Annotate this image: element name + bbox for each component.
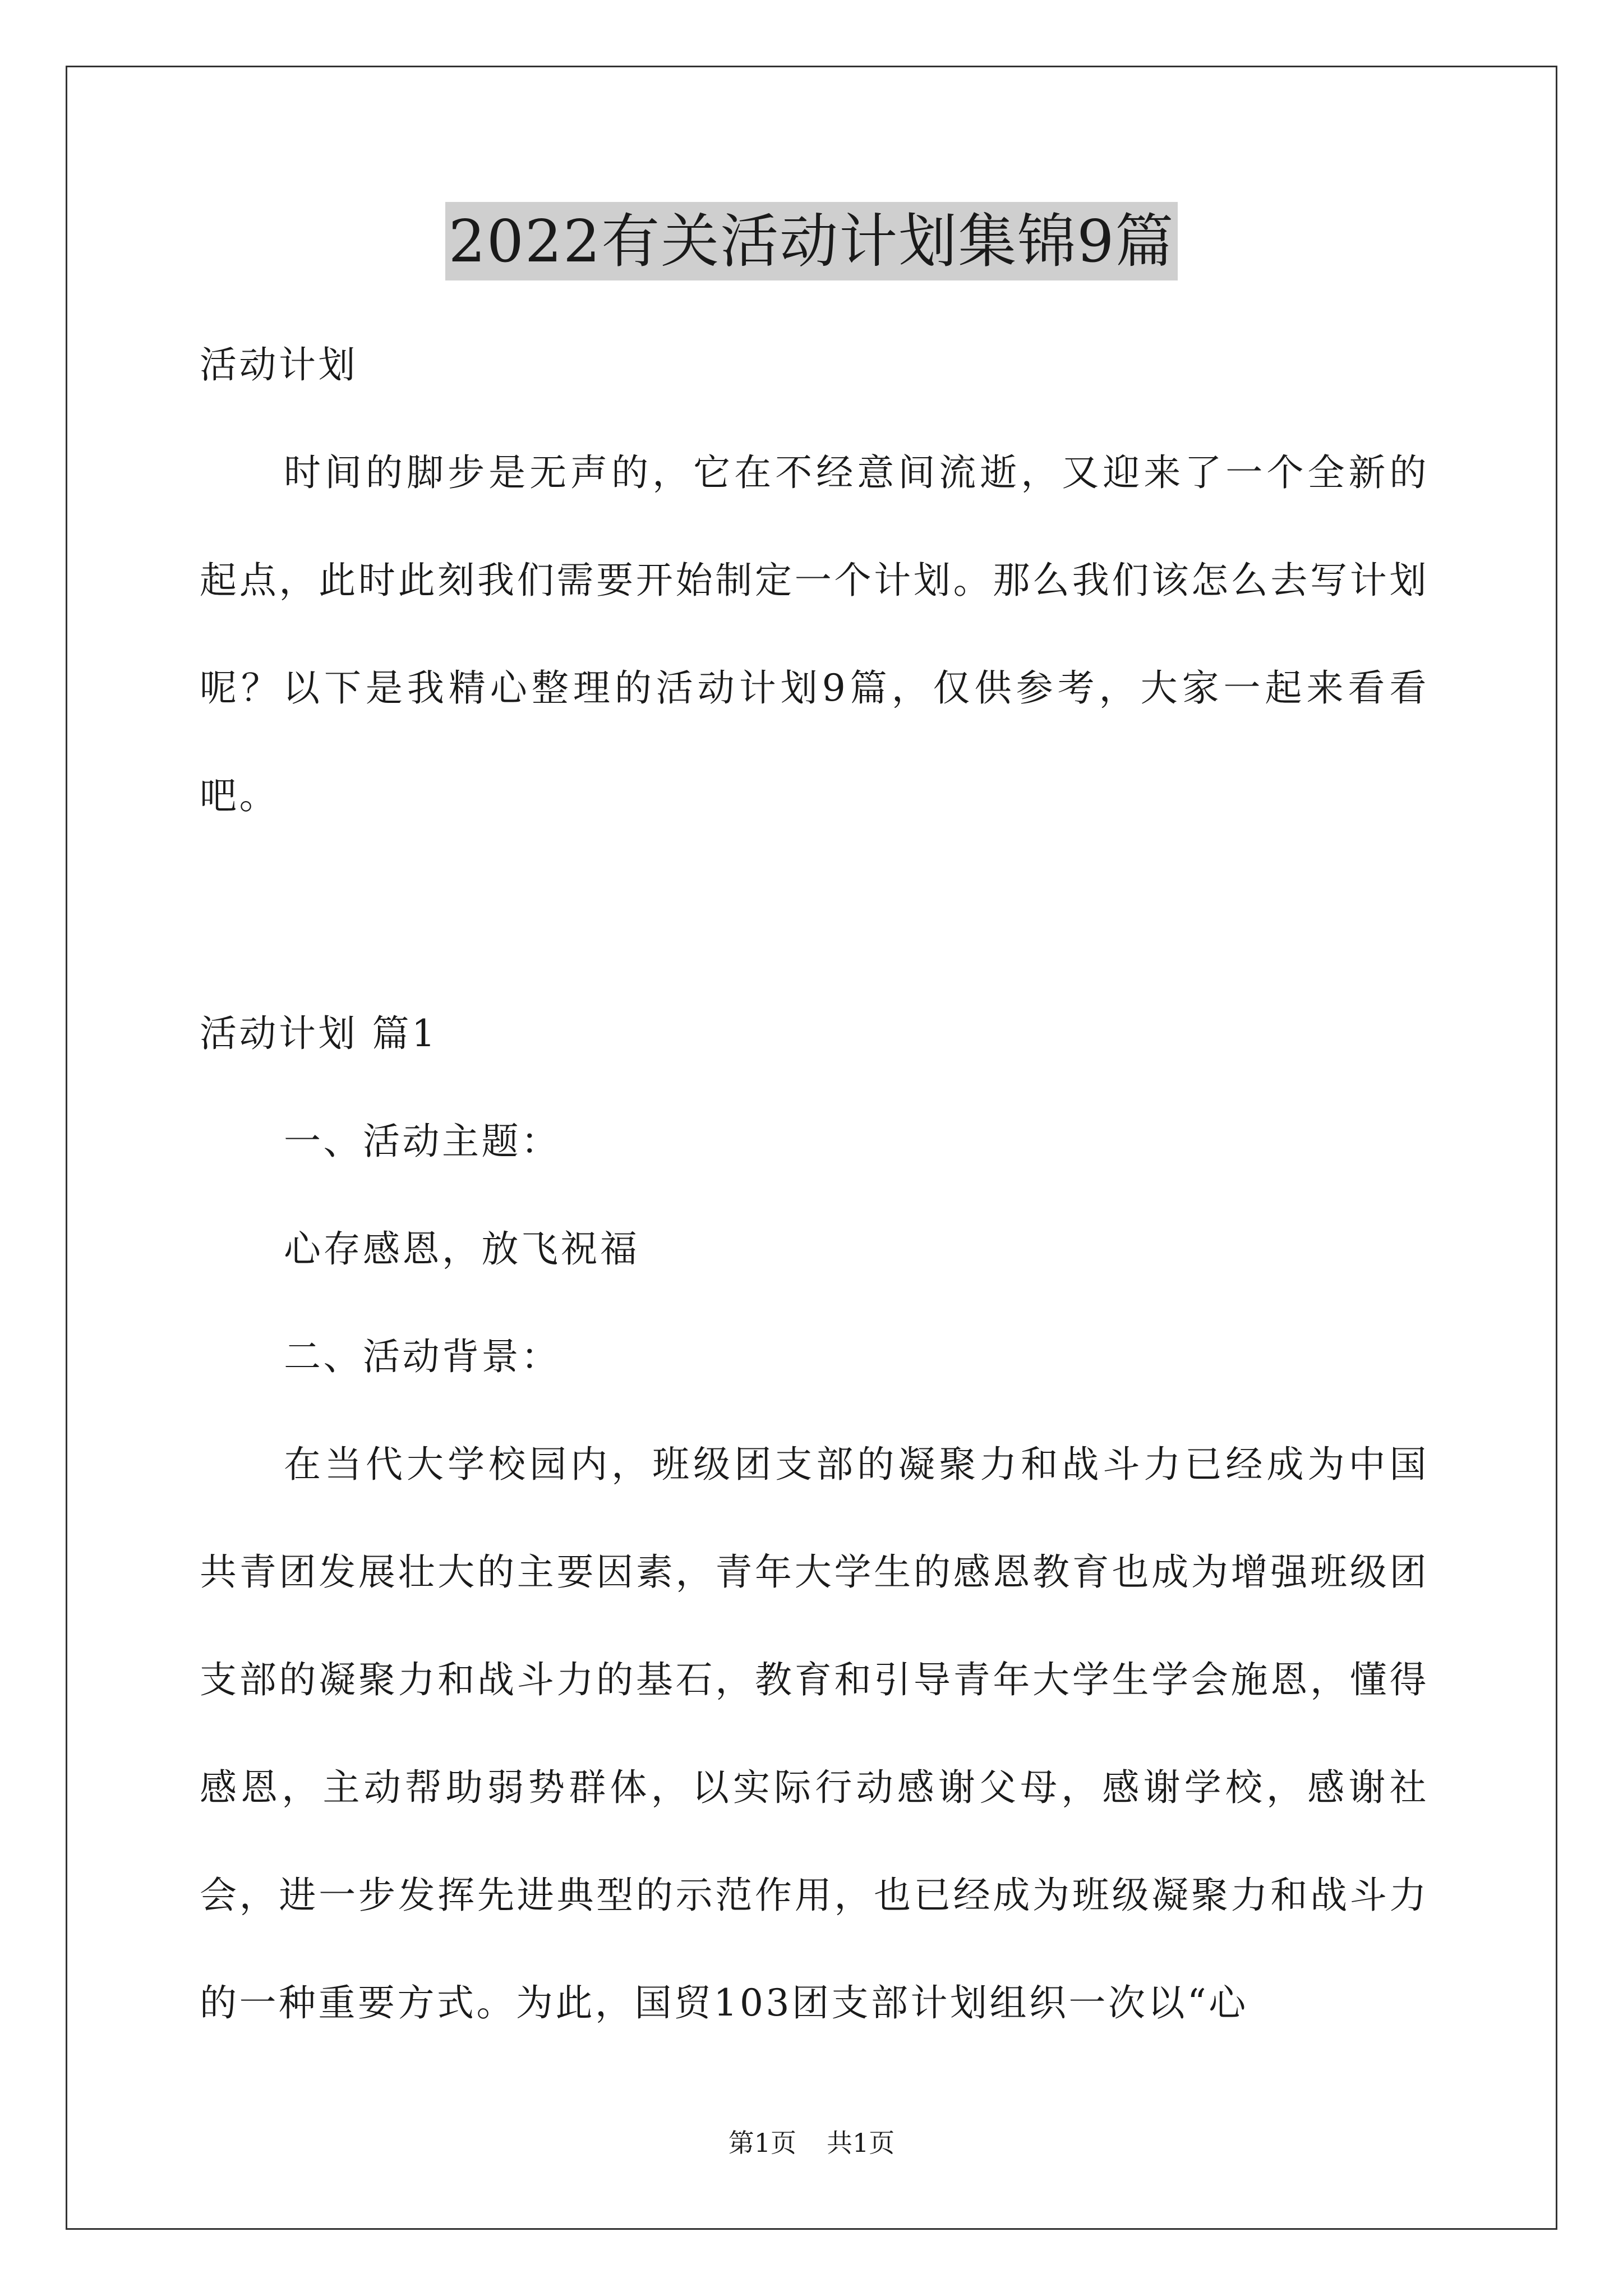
title-container bbox=[0, 202, 1623, 280]
background-label: 二、活动背景： bbox=[284, 1335, 561, 1378]
theme-label: 一、活动主题： bbox=[284, 1120, 561, 1163]
page-number: 第1页 bbox=[728, 2128, 796, 2158]
section-spacer bbox=[200, 850, 1429, 980]
section-heading: 活动计划 篇1 bbox=[200, 1012, 438, 1055]
background-paragraph: 在当代大学校园内，班级团支部的凝聚力和战斗力已经成为中国共青团发展壮大的主要因素，青年大学生的感恩教育也成为增强班级团支部的凝聚力和战斗力的基石，教育和引导青年大学生学会施恩，懂得感恩，主动帮助弱势群体，以实际行动感谢父母，感谢学校，感谢社会，进一步发挥先进典型的示范作用，也已经成为班级凝聚力和战斗力的一种重要方式。为此，国贸103团支部计划组织一次以“心 bbox=[200, 1443, 1429, 2024]
page-footer bbox=[0, 2126, 1623, 2160]
intro-paragraph: 时间的脚步是无声的，它在不经意间流逝，又迎来了一个全新的起点，此时此刻我们需要开始制定一个计划。那么我们该怎么去写计划呢？以下是我精心整理的活动计划9篇，仅供参考，大家一起来看看吧。 bbox=[200, 451, 1429, 817]
theme-text: 心存感恩，放飞祝福 bbox=[284, 1227, 640, 1271]
document-body bbox=[200, 311, 1429, 2057]
document-title: 2022有关活动计划集锦9篇 bbox=[445, 202, 1178, 280]
intro-heading: 活动计划 bbox=[200, 343, 358, 386]
page-total: 共1页 bbox=[827, 2128, 895, 2158]
